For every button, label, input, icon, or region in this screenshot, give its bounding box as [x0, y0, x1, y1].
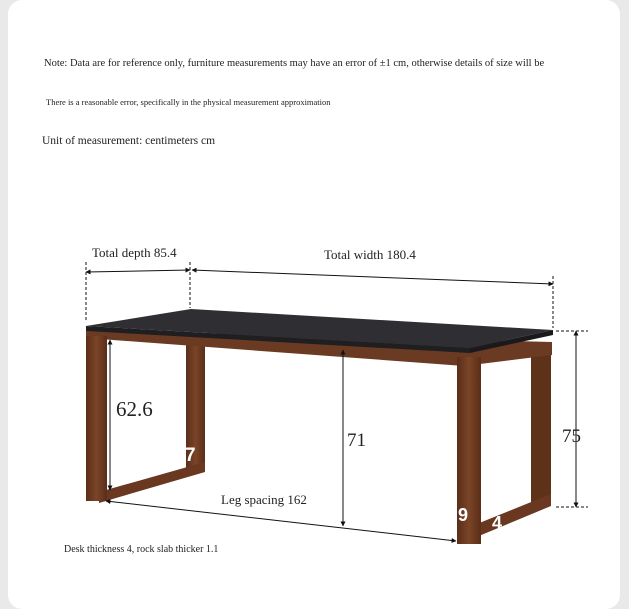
total-height-label: 75 — [562, 426, 581, 447]
under-height-label: 71 — [347, 430, 366, 451]
leg-height-label: 62.6 — [116, 397, 153, 421]
dimension-lines — [86, 262, 588, 541]
front-left-leg — [86, 336, 107, 501]
unit-note: Unit of measurement: centimeters cm — [42, 135, 216, 147]
depth-dimension-line — [86, 270, 190, 272]
leg-spacing-line — [106, 501, 456, 541]
disclaimer-note-continued: There is a reasonable error, specifically in the physical measurement approximation — [46, 97, 331, 107]
frame-size-label: 7 — [185, 445, 196, 466]
leg-width-label: 9 — [458, 505, 469, 525]
leg-spacing-label: Leg spacing 162 — [221, 492, 307, 507]
width-dimension-line — [192, 270, 553, 284]
leg-depth-label: 4 — [492, 513, 503, 533]
desk-illustration — [86, 309, 553, 544]
width-label: Total width 180.4 — [324, 247, 416, 262]
back-right-leg — [531, 342, 551, 504]
thickness-note: Desk thickness 4, rock slab thicker 1.1 — [64, 544, 219, 555]
left-bottom-rail — [99, 462, 205, 503]
disclaimer-note: Note: Data are for reference only, furniture measurements may have an error of ±1 cm, otherwise details of size will be — [44, 58, 545, 69]
depth-label: Total depth 85.4 — [92, 245, 177, 260]
